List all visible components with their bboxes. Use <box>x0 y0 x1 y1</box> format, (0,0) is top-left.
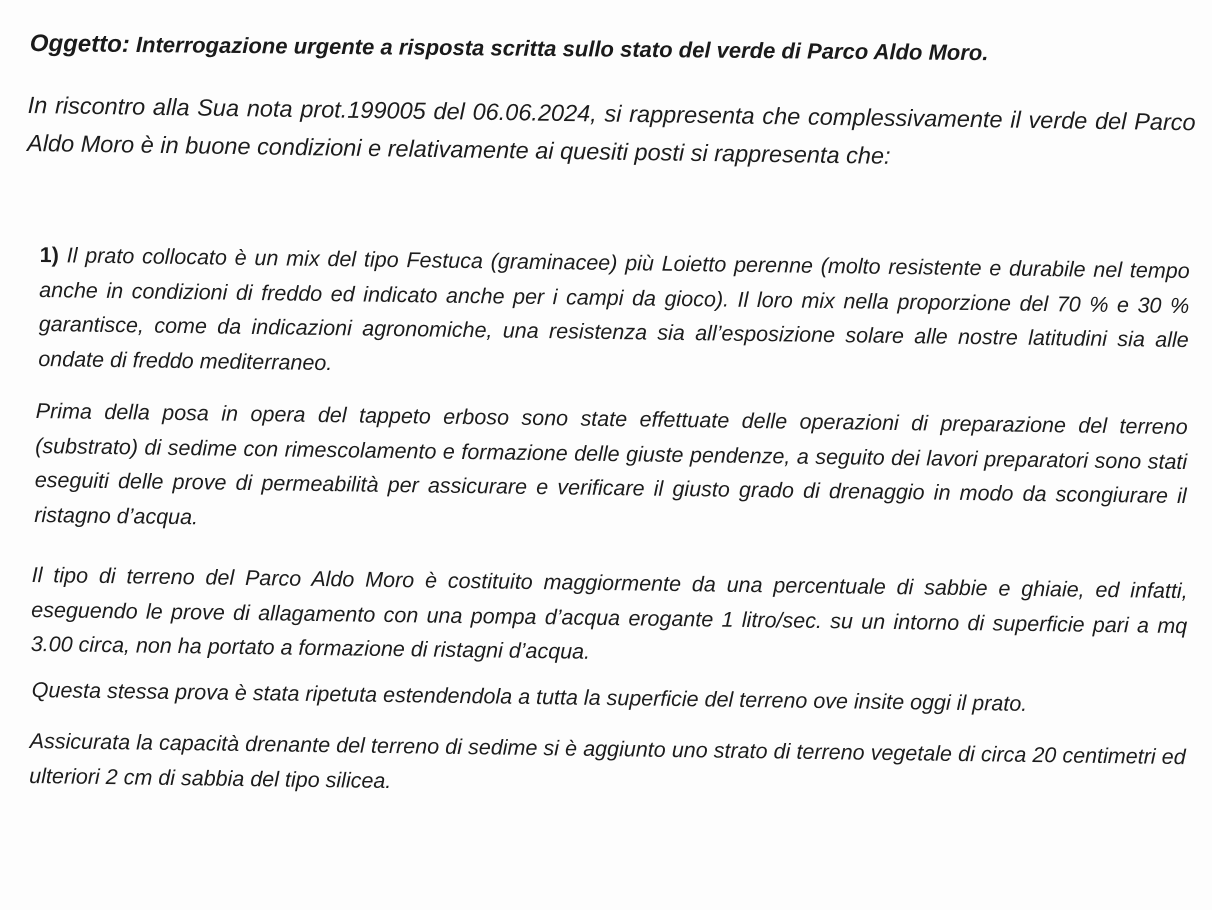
intro-paragraph: In riscontro alla Sua nota prot.199005 del 06.06.2024, si rappresenta che complessivamente il verde del Parco Aldo Moro è in buone condizioni e relativamente ai quesiti posti si rappresenta che: <box>26 91 1196 169</box>
subject-line <box>30 30 1190 69</box>
point-1-paragraph <box>38 238 1190 392</box>
soil-preparation-paragraph: Prima della posa in opera del tappeto erboso sono state effettuate delle operazioni di preparazione del terreno (substrato) di sedime con rimescolamento e formazione delle giuste pendenze, a seguito dei lavori preparatori sono stati eseguiti delle prove di permeabilità per assicurare e verificare il giusto grado di drenaggio in modo da scongiurare il ristagno d’acqua. <box>34 398 1188 529</box>
drainage-layer-paragraph: Assicurata la capacità drenante del terreno di sedime si è aggiunto uno strato di terreno vegetale di circa 20 centimetri ed ulteriori 2 cm di sabbia del tipo silicea. <box>29 728 1186 793</box>
point-1-text: Il prato collocato è un mix del tipo Festuca (graminacee) più Loietto perenne (molto resistente e durabile nel tempo anche in condizioni di freddo ed indicato anche per i campi da gioco). Il loro mix nella proporzione del 70 % e 30 % garantisce, come da indicazioni agronomiche, una resistenza sia all’esposizione solare alle nostre latitudini sia alle ondate di freddo mediterraneo. <box>38 243 1190 375</box>
soil-type-paragraph: Il tipo di terreno del Parco Aldo Moro è costituito maggiormente da una percentuale di sabbie e ghiaie, ed infatti, eseguendo le prove di allagamento con una pompa d’acqua erogante 1 litro/sec. su un intorno di superficie pari a mq 3.00 circa, non ha portato a formazione di ristagni d’acqua. <box>30 562 1188 664</box>
subject-label: Oggetto: <box>29 30 130 58</box>
subject-text: Interrogazione urgente a risposta scritta sullo stato del verde di Parco Aldo Moro. <box>129 31 989 66</box>
repeated-test-paragraph: Questa stessa prova è stata ripetuta estendendola a tutta la superficie del terreno ove insite oggi il prato. <box>31 677 1028 716</box>
point-1-number: 1) <box>39 242 60 268</box>
